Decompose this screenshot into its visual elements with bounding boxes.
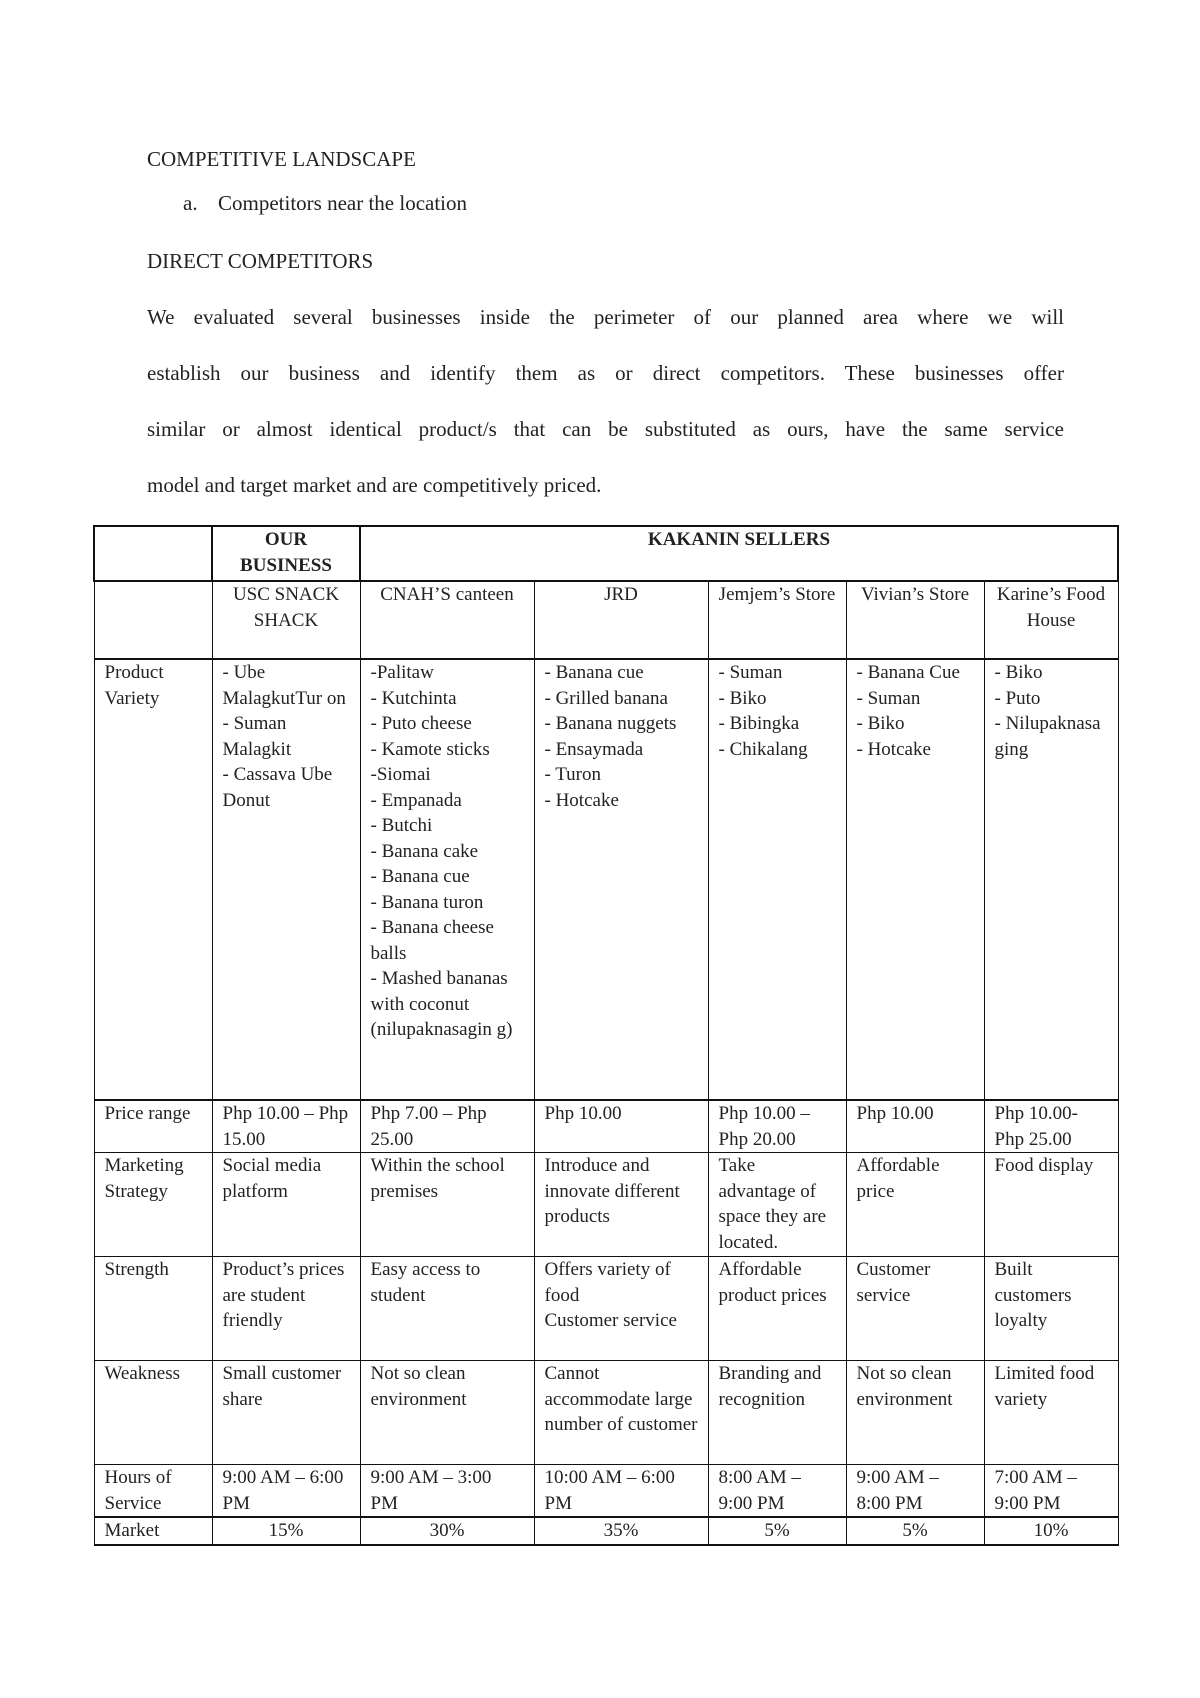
- table-cell: [984, 1100, 1118, 1153]
- row-label: Hours of Service: [94, 1465, 212, 1518]
- table-cell: [212, 1361, 360, 1465]
- table-cell: [984, 1465, 1118, 1518]
- table-cell: [360, 1100, 534, 1153]
- section-title: DIRECT COMPETITORS: [147, 249, 374, 273]
- cell-text: 30%: [429, 1520, 465, 1541]
- table-cell: [846, 1517, 984, 1545]
- cell-text: 10%: [1033, 1520, 1069, 1541]
- table-cell: [708, 1465, 846, 1518]
- business-name: Karine’s Food House: [984, 581, 1118, 659]
- table-cell: [984, 1361, 1118, 1465]
- table-blank-cell: [94, 581, 212, 659]
- subheading-text: Competitors near the location: [218, 191, 468, 215]
- cell-text: - Hotcake: [856, 738, 931, 760]
- table-corner-cell: [94, 526, 212, 581]
- cell-text: - Suman Malagkit: [222, 713, 292, 760]
- table-cell: [846, 659, 984, 1100]
- row-label: Weakness: [94, 1361, 212, 1465]
- cell-text: 9:00 AM – 6:00 PM: [222, 1467, 344, 1514]
- cell-text: - Kamote sticks: [370, 738, 490, 760]
- table-row: [94, 1465, 1118, 1518]
- business-name: JRD: [534, 581, 708, 659]
- cell-text: Affordable price: [856, 1155, 940, 1202]
- table-cell: [708, 1361, 846, 1465]
- table-cell: [984, 659, 1118, 1100]
- cell-text: 5%: [902, 1520, 928, 1541]
- cell-text: - Ube MalagkutTur on: [222, 662, 346, 709]
- cell-text: Not so clean environment: [370, 1363, 467, 1410]
- table-cell: [534, 1361, 708, 1465]
- table-row: [94, 1153, 1118, 1257]
- cell-text: Product’s prices are student friendly: [222, 1259, 345, 1331]
- cell-text: 7:00 AM – 9:00 PM: [994, 1467, 1077, 1514]
- cell-text: - Turon: [544, 764, 601, 785]
- table-cell: [360, 1361, 534, 1465]
- paragraph-line: similar or almost identical product/s that can be substituted as ours, have the same service: [147, 417, 1064, 441]
- table-cell: [360, 1153, 534, 1257]
- table-row: [94, 1361, 1118, 1465]
- cell-text: Not so clean environment: [856, 1363, 953, 1410]
- paragraph-line: establish our business and identify them as or direct competitors. These businesses offer: [147, 361, 1064, 385]
- cell-text: 5%: [764, 1520, 790, 1541]
- cell-text: - Butchi: [370, 815, 433, 836]
- cell-text: Small customer share: [222, 1363, 342, 1410]
- cell-text: Cannot accommodate large number of customer: [544, 1363, 698, 1435]
- business-name: Vivian’s Store: [846, 581, 984, 659]
- table-cell: [846, 1465, 984, 1518]
- row-label: Product Variety: [94, 659, 212, 1100]
- cell-text: - Banana Cue: [856, 662, 960, 683]
- cell-text: - Puto: [994, 687, 1041, 709]
- cell-text: 8:00 AM – 9:00 PM: [718, 1467, 801, 1514]
- cell-text: - Banana nuggets: [544, 713, 677, 734]
- cell-text: Easy access to student: [370, 1259, 481, 1306]
- table-cell: [534, 1517, 708, 1545]
- subheading: [183, 191, 468, 215]
- table-cell: [708, 1153, 846, 1257]
- kakanin-sellers-header: KAKANIN SELLERS: [360, 526, 1118, 581]
- cell-text: - Banana cue: [544, 662, 644, 683]
- cell-text: - Mashed bananas with coconut (nilupaknasagin g): [370, 968, 513, 1040]
- list-marker: a.: [183, 191, 198, 215]
- cell-text: Within the school premises: [370, 1155, 505, 1202]
- table-cell: [708, 1257, 846, 1361]
- cell-text: -Palitaw: [370, 662, 434, 683]
- cell-text: - Puto cheese: [370, 713, 472, 734]
- cell-text: Customer service: [544, 1310, 677, 1331]
- paragraph-line: We evaluated several businesses inside the perimeter of our planned area where we will: [147, 305, 1064, 329]
- cell-text: - Hotcake: [544, 789, 619, 811]
- cell-text: Php 10.00 – Php 20.00: [718, 1103, 810, 1150]
- cell-text: - Biko: [856, 713, 905, 734]
- cell-text: Php 10.00 – Php 15.00: [222, 1103, 349, 1150]
- table-cell: [984, 1517, 1118, 1545]
- cell-text: - Biko: [994, 662, 1043, 683]
- table-cell: [708, 1100, 846, 1153]
- table-cell: [212, 1465, 360, 1518]
- business-name: USC SNACK SHACK: [212, 581, 360, 659]
- table-cell: [846, 1153, 984, 1257]
- cell-text: - Suman: [718, 662, 783, 683]
- cell-text: Introduce and innovate different products: [544, 1155, 680, 1227]
- cell-text: Built customers loyalty: [994, 1259, 1072, 1331]
- table-cell: [212, 659, 360, 1100]
- table-row: [94, 1517, 1118, 1545]
- cell-text: 35%: [603, 1520, 639, 1541]
- row-label: Strength: [94, 1257, 212, 1361]
- business-name: CNAH’S canteen: [360, 581, 534, 659]
- table-cell: [534, 659, 708, 1100]
- page-heading: COMPETITIVE LANDSCAPE: [147, 147, 416, 171]
- business-names-row: [94, 581, 1118, 659]
- table-cell: [708, 1517, 846, 1545]
- table-group-header-row: [94, 526, 1118, 581]
- cell-text: Offers variety of food: [544, 1259, 671, 1306]
- cell-text: - Empanada: [370, 789, 462, 811]
- table-cell: [534, 1465, 708, 1518]
- cell-text: - Grilled banana: [544, 687, 668, 709]
- competitors-table: [93, 525, 1119, 1546]
- table-cell: [984, 1257, 1118, 1361]
- row-label: Price range: [94, 1100, 212, 1153]
- table-cell: [846, 1361, 984, 1465]
- cell-text: - Banana turon: [370, 891, 484, 913]
- cell-text: - Suman: [856, 687, 921, 709]
- cell-text: Social media platform: [222, 1155, 322, 1202]
- table-row: [94, 1100, 1118, 1153]
- cell-text: Limited food variety: [994, 1363, 1095, 1410]
- cell-text: - Banana cheese balls: [370, 917, 494, 964]
- cell-text: - Bibingka: [718, 713, 800, 734]
- cell-text: 9:00 AM – 8:00 PM: [856, 1467, 939, 1514]
- cell-text: - Biko: [718, 687, 767, 709]
- cell-text: -Siomai: [370, 764, 431, 785]
- cell-text: Take advantage of space they are located.: [718, 1155, 827, 1253]
- paragraph-line: model and target market and are competitively priced.: [147, 473, 602, 497]
- cell-text: 9:00 AM – 3:00 PM: [370, 1467, 492, 1514]
- table-cell: [984, 1153, 1118, 1257]
- cell-text: Php 7.00 – Php 25.00: [370, 1103, 487, 1150]
- cell-text: - Chikalang: [718, 738, 808, 760]
- cell-text: Customer service: [856, 1259, 931, 1306]
- our-business-header: OUR BUSINESS: [212, 526, 360, 581]
- cell-text: - Nilupaknasa ging: [994, 713, 1101, 760]
- cell-text: 15%: [268, 1520, 304, 1541]
- table-cell: [534, 1153, 708, 1257]
- table-cell: [534, 1100, 708, 1153]
- table-cell: [708, 659, 846, 1100]
- cell-text: - Banana cake: [370, 840, 479, 862]
- cell-text: Affordable product prices: [718, 1259, 827, 1306]
- table-cell: [360, 1517, 534, 1545]
- cell-text: - Kutchinta: [370, 687, 457, 709]
- table-cell: [212, 1517, 360, 1545]
- table-row: [94, 1257, 1118, 1361]
- table-cell: [212, 1100, 360, 1153]
- table-cell: [846, 1257, 984, 1361]
- table-row: [94, 659, 1118, 1100]
- table-cell: [360, 1257, 534, 1361]
- cell-text: Php 10.00: [856, 1103, 934, 1124]
- cell-text: Food display: [994, 1155, 1094, 1176]
- table-cell: [212, 1153, 360, 1257]
- cell-text: Php 10.00- Php 25.00: [994, 1103, 1078, 1150]
- table-cell: [360, 659, 534, 1100]
- cell-text: - Banana cue: [370, 866, 470, 887]
- cell-text: Branding and recognition: [718, 1363, 822, 1410]
- table-cell: [534, 1257, 708, 1361]
- cell-text: - Ensaymada: [544, 738, 644, 760]
- row-label: Market: [94, 1517, 212, 1545]
- business-name: Jemjem’s Store: [708, 581, 846, 659]
- cell-text: 10:00 AM – 6:00 PM: [544, 1467, 675, 1514]
- table-cell: [360, 1465, 534, 1518]
- table-cell: [212, 1257, 360, 1361]
- cell-text: - Cassava Ube Donut: [222, 764, 333, 811]
- row-label: Marketing Strategy: [94, 1153, 212, 1257]
- cell-text: Php 10.00: [544, 1103, 622, 1124]
- table-cell: [846, 1100, 984, 1153]
